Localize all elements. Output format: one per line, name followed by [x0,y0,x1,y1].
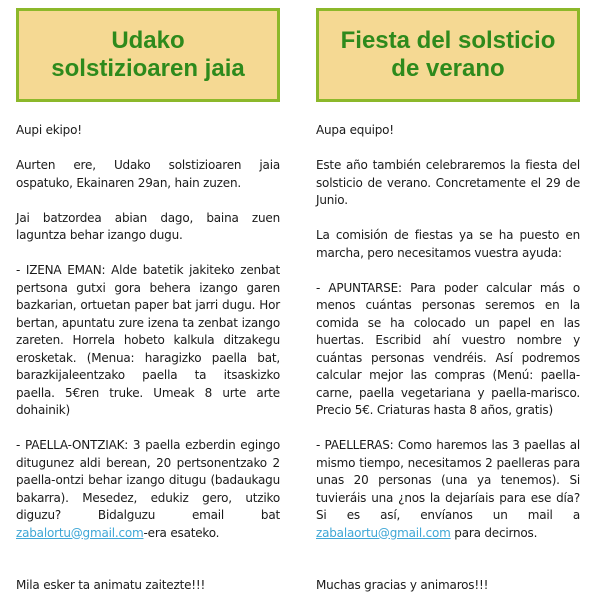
basque-paella-text-end: -era esateko. [143,525,220,540]
basque-committee: Jai batzordea abian dago, baina zuen laguntza behar izango dugu. [16,210,280,242]
basque-title-box [16,8,280,102]
spanish-paella-paragraph [316,437,580,542]
spanish-signup: - APUNTARSE: Para poder calcular más o menos cuántas personas seremos en la comida se ha colocado un papel en las huertas. Escribid ahí vuestro nombre y cuántas personas vendréis. Así podremos calcular mejor las compras (Menú: paella-carne, paella vegetariana y paella-marisco. Precio 5€. Criaturas hasta 8 años, gratis) [316,280,580,417]
basque-closing: Mila esker ta animatu zaitezte!!! [16,578,206,592]
spanish-title-line2: de verano [391,55,505,82]
basque-paella-paragraph [16,437,280,542]
spanish-closing: Muchas gracias y animaros!!! [316,578,489,592]
basque-title [51,27,244,83]
spanish-title [341,27,556,83]
spanish-paella-text-end: para decirnos. [450,525,538,540]
spanish-body [316,122,580,595]
basque-paella-text: - PAELLA-ONTZIAK: 3 paella ezberdin egingo ditugunez aldi berean, 20 pertsonentzako 2 paella-ontzi behar izango ditugu (badaukagu bakarra). Mesedez, edukiz gero, utziko diguzu? Bidalguzu email bat [16,438,280,522]
basque-signup: - IZENA EMAN: Alde batetik jakiteko zenbat pertsona gutxi gora behera izango garen bazkarian, ortuetan paper bat jarri dugu. Hor bertan, apuntatu zure izena ta zenbat izango zareten. Horrela hobeto kalkula ditzakegu erosketak. (Menua: haragizko paella bat, barazkijaleentzako paella ta itsaskizko paella. 5€ren truke. Umeak 8 urte arte dohainik) [16,263,280,417]
basque-title-line1: Udako [111,27,185,54]
spanish-title-line1: Fiesta del solsticio [340,27,556,54]
basque-greeting: Aupi ekipo! [16,123,82,137]
spanish-column [316,8,580,612]
spanish-title-box [316,8,580,102]
spanish-committee: La comisión de fiestas ya se ha puesto en marcha, pero necesitamos vuestra ayuda: [316,228,580,260]
spanish-email-link[interactable]: zabalaortu@gmail.com [316,525,451,540]
basque-email-link[interactable]: zabalortu@gmail.com [16,525,144,540]
basque-title-line2: solstizioaren jaia [51,55,245,82]
basque-intro: Aurten ere, Udako solstizioaren jaia ospatuko, Ekainaren 29an, hain zuzen. [16,158,280,190]
spanish-paella-text: - PAELLERAS: Como haremos las 3 paellas al mismo tiempo, necesitamos 2 paelleras para unas 20 personas (una ya tenemos). Si tuvieráis una ¿nos la dejaríais para ese día? Si es así, envíanos un mail a [316,438,580,522]
basque-body [16,122,280,595]
spanish-greeting: Aupa equipo! [316,123,394,137]
basque-column [16,8,280,612]
spanish-intro: Este año también celebraremos la fiesta del solsticio de verano. Concretamente el 29 de Junio. [316,158,580,207]
